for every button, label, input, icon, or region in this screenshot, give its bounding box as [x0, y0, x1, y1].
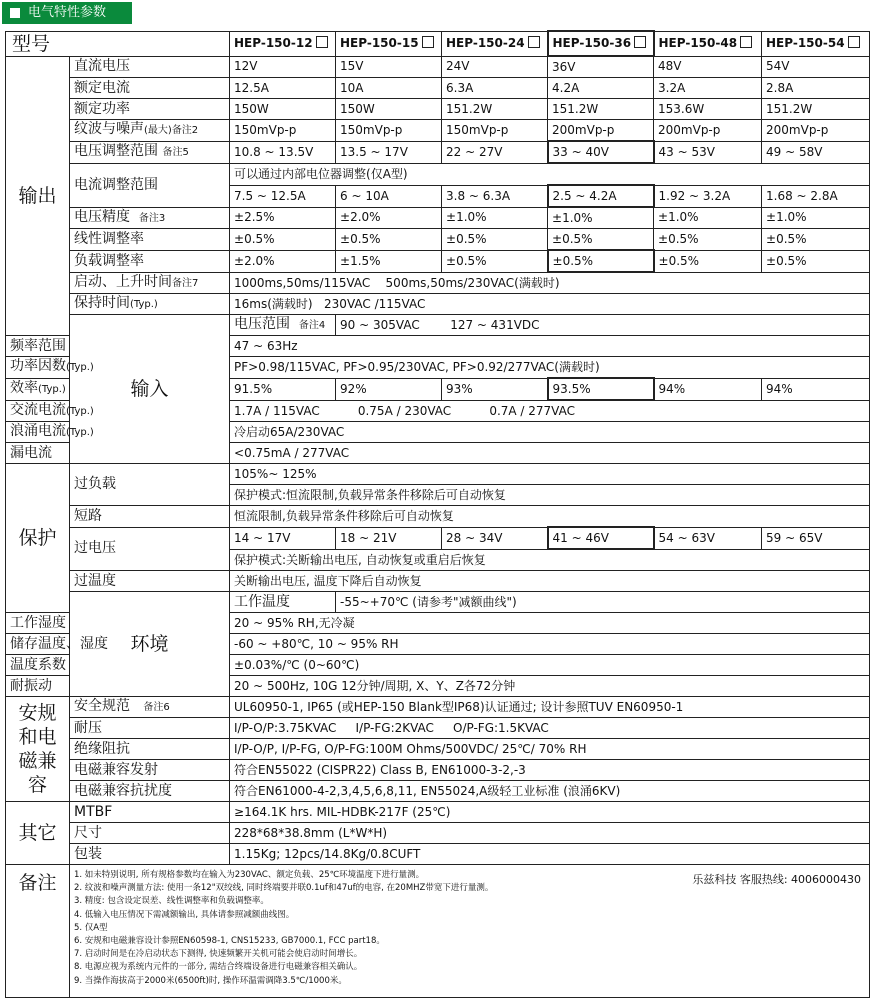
row-emc-emission	[6, 760, 870, 781]
value-cell: UL60950-1, IP65 (或HEP-150 Blank型IP68)认证通过; 设计参照TUV EN60950-1	[230, 697, 870, 718]
note-item: 5. 仅A型	[74, 922, 108, 933]
item-label	[70, 272, 230, 294]
note-item: 9. 当操作海拔高于2000米(6500ft)时, 操作环温需调降3.5℃/1000米。	[74, 975, 347, 986]
value-cell: 47 ~ 63Hz	[230, 336, 870, 357]
model-header-row	[6, 31, 870, 56]
note-item: 3. 精度: 包含设定误差、线性调整率和负载调整率。	[74, 896, 269, 907]
row-working-temp	[6, 592, 870, 613]
row-notes	[6, 865, 870, 998]
row-ripple	[6, 120, 870, 142]
row-rated-power	[6, 99, 870, 120]
model-cell	[654, 31, 762, 56]
spec-table	[5, 30, 870, 998]
value-cell: I/P-O/P, I/P-FG, O/P-FG:100M Ohms/500VDC/ 25℃/ 70% RH	[230, 739, 870, 760]
value-cell: 符合EN55022 (CISPR22) Class B, EN61000-3-2,-3	[230, 760, 870, 781]
value-cell: ±1.0%	[654, 207, 762, 229]
value-cell: ±0.03%/℃ (0~60℃)	[230, 655, 870, 676]
row-setup-time	[6, 272, 870, 294]
item-label-text: 效率	[10, 380, 38, 396]
value-cell: 59 ~ 65V	[762, 527, 870, 549]
item-label-text: 纹波与噪声	[74, 121, 144, 138]
value-cell: 13.5 ~ 17V	[336, 141, 442, 163]
value-cell: 10A	[336, 78, 442, 99]
item-label: 过电压	[70, 527, 230, 571]
item-label: 电磁兼容发射	[70, 760, 230, 781]
item-label-text: 启动、上升时间	[74, 273, 172, 290]
value-cell: 关断输出电压, 温度下降后自动恢复	[230, 571, 870, 592]
value-cell: 43 ~ 53V	[654, 141, 762, 163]
row-overtemp	[6, 571, 870, 592]
section-banner	[2, 2, 132, 24]
item-label: 过温度	[70, 571, 230, 592]
item-label	[230, 315, 336, 336]
item-qualifier: (Typ.)	[66, 362, 94, 374]
value-cell: ±0.5%	[548, 229, 654, 251]
value-cell: 18 ~ 21V	[336, 527, 442, 549]
model-cell	[336, 31, 442, 56]
value-cell: ±1.0%	[548, 207, 654, 229]
item-label: 额定电流	[70, 78, 230, 99]
item-label	[6, 357, 94, 379]
item-qualifier: (Typ.)	[66, 405, 94, 417]
model-name: HEP-150-24	[446, 36, 525, 50]
value-cell: 151.2W	[442, 99, 548, 120]
value-cell: ≥164.1K hrs. MIL-HDBK-217F (25℃)	[230, 802, 870, 823]
value-cell: ±1.0%	[442, 207, 548, 229]
row-load-reg	[6, 250, 870, 272]
value-cell: 92%	[336, 378, 442, 400]
item-label: 工作湿度	[6, 613, 70, 634]
item-label: 短路	[70, 506, 230, 528]
checkbox-icon	[422, 36, 434, 48]
row-current-adj-desc	[6, 163, 870, 185]
item-label: 线性调整率	[70, 229, 230, 251]
item-label: 温度系数	[6, 655, 70, 676]
value-cell: 冷启动65A/230VAC	[230, 422, 870, 443]
item-label	[6, 422, 94, 443]
row-voltage-adj	[6, 141, 870, 163]
value-cell: 恒流限制,负载异常条件移除后可自动恢复	[230, 506, 870, 528]
notes-cell	[70, 865, 870, 998]
item-note: 备注3	[138, 212, 166, 224]
value-cell: 151.2W	[548, 99, 654, 120]
item-note: 备注5	[162, 147, 189, 158]
item-label	[70, 207, 230, 229]
value-cell: ±2.5%	[230, 207, 336, 229]
note-item: 8. 电源应视为系统内元件的一部分, 需结合终端设备进行电磁兼容相关确认。	[74, 962, 363, 973]
value-cell: 54 ~ 63V	[654, 527, 762, 549]
item-label: 尺寸	[70, 823, 230, 844]
item-qualifier: (最大)	[144, 125, 172, 137]
item-label: 额定功率	[70, 99, 230, 120]
value-cell: 28 ~ 34V	[442, 527, 548, 549]
value-cell: 12V	[230, 56, 336, 78]
row-isolation	[6, 739, 870, 760]
value-cell: ±0.5%	[230, 229, 336, 251]
model-cell	[762, 31, 870, 56]
item-label: 漏电流	[6, 443, 70, 464]
item-qualifier: (Typ.)	[38, 384, 66, 395]
value-cell: ±0.5%	[336, 229, 442, 251]
item-label: 电磁兼容抗扰度	[70, 781, 230, 802]
value-cell: 49 ~ 58V	[762, 141, 870, 163]
value-cell: 15V	[336, 56, 442, 78]
row-packing	[6, 844, 870, 865]
row-withstand	[6, 718, 870, 739]
item-label-text: 电压范围	[234, 316, 291, 332]
item-label: MTBF	[70, 802, 230, 823]
value-cell: 150mVp-p	[230, 120, 336, 142]
row-safety-standards	[6, 697, 870, 718]
value-cell: 93%	[442, 378, 548, 400]
item-label: 过负载	[70, 464, 230, 506]
item-label	[70, 141, 230, 163]
value-cell: 200mVp-p	[654, 120, 762, 142]
note-item: 2. 纹波和噪声测量方法: 使用一条12"双绞线, 同时终端要并联0.1uf和47uf的电容, 在20MHZ带宽下进行量测。	[74, 883, 494, 894]
item-label-text: 电压精度	[74, 208, 130, 225]
row-input-voltage	[6, 315, 870, 336]
checkbox-icon	[634, 36, 646, 48]
banner-title: 电气特性参数	[28, 5, 107, 20]
section-input: 输入	[70, 315, 230, 464]
value-cell: ±0.5%	[548, 250, 654, 272]
item-note: 备注7	[172, 277, 199, 289]
item-note: 备注4	[298, 320, 326, 331]
value-cell: 200mVp-p	[548, 120, 654, 142]
value-cell: 10.8 ~ 13.5V	[230, 141, 336, 163]
row-overload-1	[6, 464, 870, 485]
item-label-text: 浪涌电流	[10, 423, 66, 439]
value-cell: 150W	[336, 99, 442, 120]
value-cell: 4.2A	[548, 78, 654, 99]
note-item: 4. 低输入电压情况下需减额输出, 具体请参照减额曲线图。	[74, 909, 295, 920]
value-cell: 12.5A	[230, 78, 336, 99]
note-item: 7. 启动时间是在冷启动状态下测得, 快速频繁开关机可能会使启动时间增长。	[74, 949, 363, 960]
model-name: HEP-150-12	[234, 36, 313, 50]
value-cell: 91.5%	[230, 378, 336, 400]
value-cell: 1000ms,50ms/115VAC 500ms,50ms/230VAC(满载时)	[230, 272, 870, 294]
value-cell: 33 ~ 40V	[548, 141, 654, 163]
value-cell: 1.15Kg; 12pcs/14.8Kg/0.8CUFT	[230, 844, 870, 865]
row-overvoltage	[6, 527, 870, 549]
model-name: HEP-150-54	[766, 36, 845, 50]
section-safety: 安规和电磁兼容	[6, 697, 70, 802]
value-cell: 3.2A	[654, 78, 762, 99]
model-name: HEP-150-15	[340, 36, 419, 50]
row-hold-time	[6, 294, 870, 315]
item-label	[70, 294, 230, 315]
item-label-text: 交流电流	[10, 401, 66, 418]
value-cell: 150W	[230, 99, 336, 120]
value-cell: 22 ~ 27V	[442, 141, 548, 163]
value-cell: 保护模式:恒流限制,负载异常条件移除后可自动恢复	[230, 485, 870, 506]
value-cell: -55~+70℃ (请参考"减额曲线")	[336, 592, 870, 613]
value-cell: 16ms(满载时) 230VAC /115VAC	[230, 294, 870, 315]
value-cell: 1.7A / 115VAC 0.75A / 230VAC 0.7A / 277VAC	[230, 400, 870, 422]
item-label	[70, 697, 230, 718]
value-cell: 41 ~ 46V	[548, 527, 654, 549]
value-cell: ±1.0%	[762, 207, 870, 229]
checkbox-icon	[740, 36, 752, 48]
model-name: HEP-150-36	[552, 36, 632, 50]
item-label: 负载调整率	[70, 250, 230, 272]
item-label: 频率范围	[6, 336, 70, 357]
value-cell: 1.92 ~ 3.2A	[654, 185, 762, 207]
value-cell: <0.75mA / 277VAC	[230, 443, 870, 464]
item-note: 备注6	[143, 702, 170, 713]
value-cell: 6.3A	[442, 78, 548, 99]
value-cell: 94%	[654, 378, 762, 400]
section-others: 其它	[6, 802, 70, 865]
model-cell	[442, 31, 548, 56]
value-cell: 200mVp-p	[762, 120, 870, 142]
value-cell: ±0.5%	[654, 229, 762, 251]
value-cell: I/P-O/P:3.75KVAC I/P-FG:2KVAC O/P-FG:1.5KVAC	[230, 718, 870, 739]
value-cell: ±0.5%	[762, 229, 870, 251]
row-dimension	[6, 823, 870, 844]
value-cell: 3.8 ~ 6.3A	[442, 185, 548, 207]
value-cell: ±2.0%	[336, 207, 442, 229]
item-label: 直流电压	[70, 56, 230, 78]
item-label: 工作温度	[230, 592, 336, 613]
section-environment: 环境	[70, 592, 230, 697]
value-cell: 228*68*38.8mm (L*W*H)	[230, 823, 870, 844]
item-label: 耐压	[70, 718, 230, 739]
value-cell: 90 ~ 305VAC 127 ~ 431VDC	[336, 315, 870, 336]
item-label: 绝缘阻抗	[70, 739, 230, 760]
value-cell: 1.68 ~ 2.8A	[762, 185, 870, 207]
value-cell: 14 ~ 17V	[230, 527, 336, 549]
square-icon	[10, 8, 20, 18]
value-cell: 2.8A	[762, 78, 870, 99]
item-label-text: 功率因数	[10, 358, 66, 375]
value-cell: ±0.5%	[762, 250, 870, 272]
value-cell: ±0.5%	[442, 229, 548, 251]
value-cell: ±2.0%	[230, 250, 336, 272]
value-cell: 36V	[548, 56, 654, 78]
value-cell: 20 ~ 500Hz, 10G 12分钟/周期, X、Y、Z各72分钟	[230, 676, 870, 697]
checkbox-icon	[848, 36, 860, 48]
value-cell: 2.5 ~ 4.2A	[548, 185, 654, 207]
value-cell: 150mVp-p	[442, 120, 548, 142]
value-cell: 105%~ 125%	[230, 464, 870, 485]
item-label	[6, 400, 94, 422]
model-label: 型号	[6, 31, 230, 56]
row-voltage-tol	[6, 207, 870, 229]
section-protection: 保护	[6, 464, 70, 613]
item-label: 储存温度、湿度	[6, 634, 70, 655]
item-note: 备注2	[171, 125, 199, 137]
value-cell: 6 ~ 10A	[336, 185, 442, 207]
model-cell	[548, 31, 654, 56]
item-label	[70, 120, 230, 142]
item-label-text: 电压调整范围	[74, 143, 158, 159]
value-cell: 48V	[654, 56, 762, 78]
value-cell: 24V	[442, 56, 548, 78]
value-cell: PF>0.98/115VAC, PF>0.95/230VAC, PF>0.92/277VAC(满载时)	[230, 357, 870, 379]
section-notes: 备注	[6, 865, 70, 998]
model-cell	[230, 31, 336, 56]
row-rated-current	[6, 78, 870, 99]
model-name: HEP-150-48	[658, 36, 738, 50]
item-label-text: 保持时间	[74, 295, 130, 311]
hotline: 乐兹科技 客服热线: 4006000430	[692, 873, 862, 886]
row-short	[6, 506, 870, 528]
item-label: 电流调整范围	[70, 163, 230, 207]
note-item: 6. 安规和电磁兼容设计参照EN60598-1, CNS15233, GB7000.1, FCC part18。	[74, 936, 385, 947]
note-item: 1. 如未特别说明, 所有规格参数均在输入为230VAC、额定负载、25℃环境温度下进行量测。	[74, 870, 425, 880]
value-cell: 150mVp-p	[336, 120, 442, 142]
value-cell: 94%	[762, 378, 870, 400]
checkbox-icon	[528, 36, 540, 48]
checkbox-icon	[316, 36, 328, 48]
value-cell: 7.5 ~ 12.5A	[230, 185, 336, 207]
item-qualifier: (Typ.)	[130, 299, 158, 310]
value-cell: -60 ~ +80℃, 10 ~ 95% RH	[230, 634, 870, 655]
value-cell: 151.2W	[762, 99, 870, 120]
row-mtbf	[6, 802, 870, 823]
row-emc-immunity	[6, 781, 870, 802]
item-label: 包装	[70, 844, 230, 865]
section-output: 输出	[6, 56, 70, 336]
row-dc-voltage	[6, 56, 870, 78]
value-cell: 93.5%	[548, 378, 654, 400]
item-qualifier: (Typ.)	[66, 427, 94, 438]
value-cell: 153.6W	[654, 99, 762, 120]
value-cell: 可以通过内部电位器调整(仅A型)	[230, 163, 870, 185]
item-label: 耐振动	[6, 676, 70, 697]
value-cell: ±0.5%	[654, 250, 762, 272]
value-cell: 20 ~ 95% RH,无冷凝	[230, 613, 870, 634]
item-label	[6, 378, 70, 400]
value-cell: 54V	[762, 56, 870, 78]
value-cell: ±1.5%	[336, 250, 442, 272]
value-cell: ±0.5%	[442, 250, 548, 272]
item-label-text: 安全规范	[74, 698, 130, 714]
value-cell: 保护模式:关断输出电压, 自动恢复或重启后恢复	[230, 549, 870, 571]
row-line-reg	[6, 229, 870, 251]
value-cell: 符合EN61000-4-2,3,4,5,6,8,11, EN55024,A级轻工业标准 (浪涌6KV)	[230, 781, 870, 802]
